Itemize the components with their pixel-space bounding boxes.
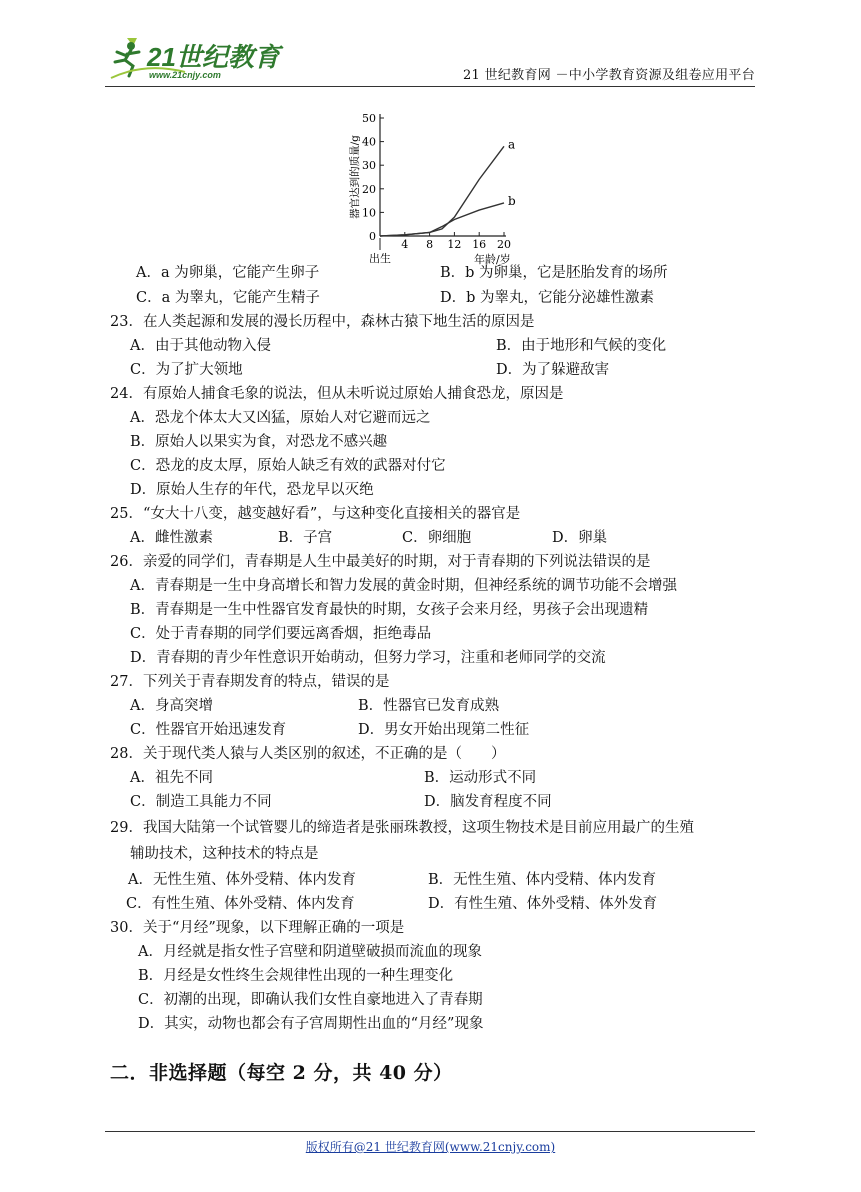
text-line: A．祖先不同 [130,770,213,786]
text-line: C．卵细胞 [402,530,472,546]
y-tick-label: 0 [369,230,376,243]
text-line: A．无性生殖、体外受精、体内发育 [128,872,356,888]
x-tick-label: 20 [497,238,511,251]
text-line: C．初潮的出现，即确认我们女性自豪地进入了青春期 [138,992,483,1008]
y-axis-label: 器官达到的质量/g [349,135,361,219]
text-line: 27．下列关于青春期发育的特点，错误的是 [110,674,390,690]
text-line: C．性器官开始迅速发育 [130,722,287,738]
text-line: B．原始人以果实为食，对恐龙不感兴趣 [130,434,388,450]
text-line: D．有性生殖、体外受精、体外发育 [428,896,658,912]
text-line: A．月经就是指女性子宫壁和阴道壁破损而流血的现象 [138,944,482,960]
text-line: A．a 为卵巢，它能产生卵子 [136,265,320,281]
text-line: 26．亲爱的同学们，青春期是人生中最美好的时期，对于青春期的下列说法错误的是 [110,554,651,570]
page-header [105,30,755,86]
text-line: B．月经是女性终生会规律性出现的一种生理变化 [138,968,454,984]
text-line: B．青春期是一生中性器官发育最快的时期，女孩子会来月经，男孩子会出现遗精 [130,602,649,618]
text-line: D．原始人生存的年代，恐龙早以灭绝 [130,482,374,498]
text-line: A．由于其他动物入侵 [130,338,271,354]
x-tick-label: 16 [472,238,487,251]
text-line: A．身高突增 [130,698,213,714]
text-line: 30．关于“月经”现象，以下理解正确的一项是 [110,920,405,936]
logo-21cnjy[interactable] [105,32,305,82]
text-line: C．a 为睾丸，它能产生精子 [136,290,320,306]
logo-text: 21世纪教育 [147,42,280,72]
text-line: 23．在人类起源和发展的漫长历程中，森林古猿下地生活的原因是 [110,314,535,330]
series-b-label: b [508,193,516,208]
series-a-line [380,146,504,236]
text-line: C．为了扩大领地 [130,362,243,378]
text-line: C．制造工具能力不同 [130,794,272,810]
text-line: A．雌性激素 [130,530,213,546]
text-line: B．性器官已发育成熟 [358,698,500,714]
header-divider [105,86,755,87]
x-axis-label: 年龄/岁 [474,253,511,266]
text-line: B．由于地形和气候的变化 [496,338,667,354]
x-tick-label: 8 [426,238,434,251]
text-line: 28．关于现代类人猿与人类区别的叙述，不正确的是（ ） [110,746,506,762]
text-line: C．有性生殖、体外受精、体内发育 [126,896,355,912]
organ-mass-chart [340,108,520,270]
y-tick-label: 50 [362,112,376,125]
text-line: A．恐龙个体太大又凶猛，原始人对它避而远之 [130,410,431,426]
text-line: 25．“女大十八变，越变越好看”，与这种变化直接相关的器官是 [110,506,521,522]
text-line: B．子宫 [278,530,333,546]
text-line: A．青春期是一生中身高增长和智力发展的黄金时期，但神经系统的调节功能不会增强 [130,578,677,594]
text-line: D．男女开始出现第二性征 [358,722,530,738]
x-start-label: 出生 [369,252,391,265]
text-line: D．青春期的青少年性意识开始萌动，但努力学习，注重和老师同学的交流 [130,650,606,666]
y-tick-label: 40 [362,135,376,149]
text-line: C．恐龙的皮太厚，原始人缺乏有效的武器对付它 [130,458,446,474]
text-line: B．b 为卵巢，它是胚胎发育的场所 [440,265,668,281]
y-tick-label: 20 [362,182,376,196]
text-line: D．脑发育程度不同 [424,794,552,810]
text-line: D．b 为睾丸，它能分泌雄性激素 [440,290,655,306]
y-tick-label: 30 [362,159,376,173]
text-line: 辅助技术，这种技术的特点是 [130,846,319,862]
section-title: 二．非选择题（每空 2 分，共 40 分） [110,1062,453,1084]
text-line: B．运动形式不同 [424,770,537,786]
text-line: C．处于青春期的同学们要远离香烟，拒绝毒品 [130,626,432,642]
footer-divider [105,1131,755,1132]
text-line: D．卵巢 [552,530,608,546]
text-line: B．无性生殖、体内受精、体内发育 [428,872,657,888]
y-tick-label: 10 [362,206,376,220]
x-tick-label: 12 [447,238,462,251]
logo-url: www.21cnjy.com [149,70,221,80]
site-title: 21 世纪教育网 －中小学教育资源及组卷应用平台 [462,68,755,83]
text-line: 24．有原始人捕食毛象的说法，但从未听说过原始人捕食恐龙，原因是 [110,386,564,402]
series-a-label: a [508,137,516,152]
series-b-line [380,203,504,236]
footer-copyright[interactable]: 版权所有@21 世纪教育网(www.21cnjy.com) [305,1140,556,1154]
text-line: 29．我国大陆第一个试管婴儿的缔造者是张丽珠教授，这项生物技术是目前应用最广的生殖 [110,820,694,836]
text-line: D．为了躲避敌害 [496,362,610,378]
x-tick-label: 4 [401,238,409,251]
text-line: D．其实，动物也都会有子宫周期性出血的“月经”现象 [138,1016,484,1032]
